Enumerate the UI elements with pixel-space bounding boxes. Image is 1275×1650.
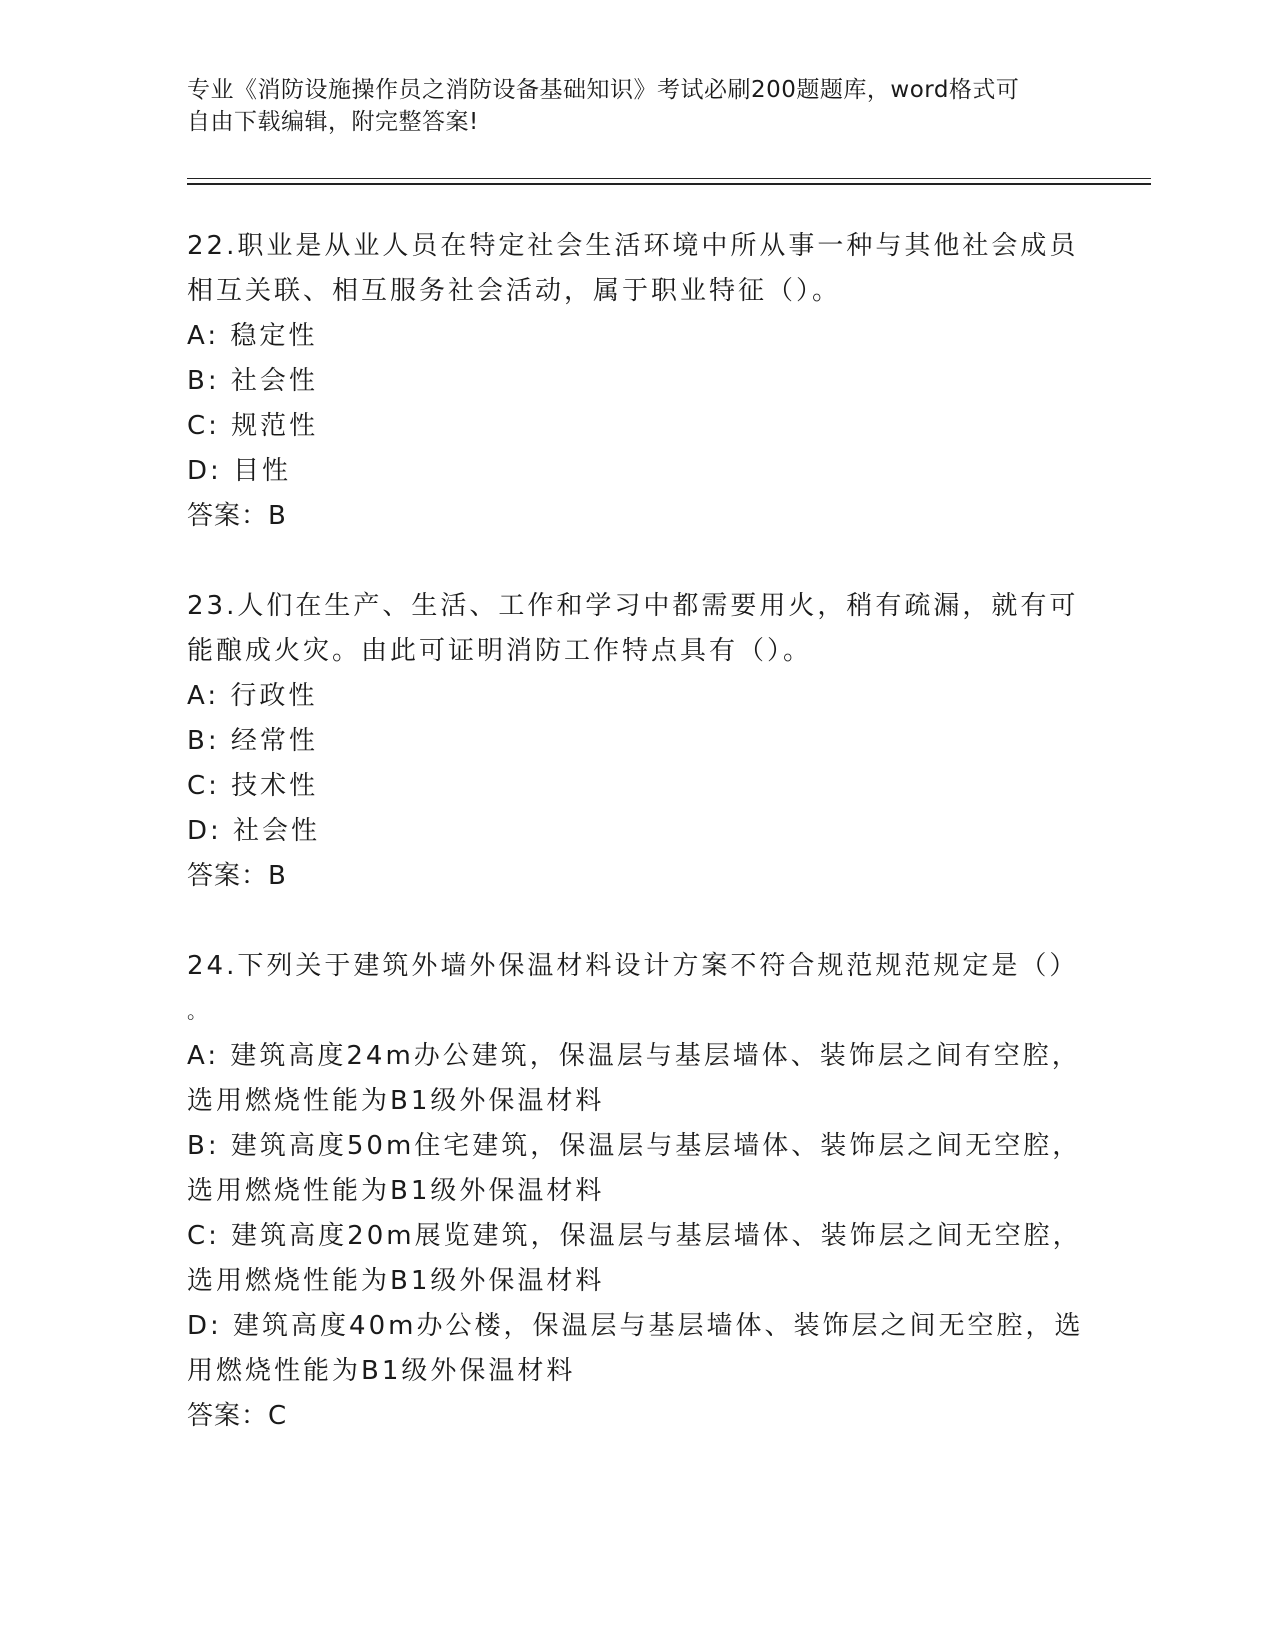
question-24 [187, 944, 1087, 1439]
question-stem-line: 23.人们在生产、生活、工作和学习中都需要用火，稍有疏漏，就有可 [187, 591, 1079, 621]
option-d: D: 目性 [187, 456, 292, 486]
question-stem-line: 能酿成火灾。由此可证明消防工作特点具有（）。 [187, 636, 813, 666]
answer-value: B [268, 861, 287, 891]
header-divider-thick [187, 183, 1151, 185]
document-header [187, 74, 1067, 138]
option-a: A: 建筑高度24m办公建筑，保温层与基层墙体、装饰层之间有空腔， [187, 1041, 1081, 1071]
question-stem-line: 相互关联、相互服务社会活动，属于职业特征（）。 [187, 276, 842, 306]
option-b: B: 社会性 [187, 366, 318, 396]
question-23 [187, 584, 1087, 899]
header-line-1: 专业《消防设施操作员之消防设备基础知识》考试必刷200题题库，word格式可 [187, 77, 1020, 103]
question-stem-line: 22.职业是从业人员在特定社会生活环境中所从事一种与其他社会成员 [187, 231, 1079, 261]
option-a: A: 行政性 [187, 681, 318, 711]
option-c-cont: 选用燃烧性能为B1级外保温材料 [187, 1266, 605, 1296]
option-c: C: 技术性 [187, 771, 319, 801]
header-line-2: 自由下载编辑，附完整答案! [187, 109, 479, 135]
option-c: C: 规范性 [187, 411, 319, 441]
answer-label: 答案： [187, 1401, 269, 1431]
answer-label: 答案： [187, 501, 269, 531]
question-stem-line: 24.下列关于建筑外墙外保温材料设计方案不符合规范规范规定是（） [187, 951, 1079, 981]
option-d: D: 社会性 [187, 816, 321, 846]
answer-line [187, 1394, 1087, 1439]
answer-line [187, 494, 1087, 539]
header-divider-thin [187, 178, 1151, 179]
question-stem-line: 。 [187, 999, 210, 1023]
answer-value: B [268, 501, 287, 531]
option-b: B: 建筑高度50m住宅建筑，保温层与基层墙体、装饰层之间无空腔， [187, 1131, 1082, 1161]
option-d: D: 建筑高度40m办公楼，保温层与基层墙体、装饰层之间无空腔，选 [187, 1311, 1084, 1341]
answer-value: C [268, 1401, 288, 1431]
answer-line [187, 854, 1087, 899]
option-a-cont: 选用燃烧性能为B1级外保温材料 [187, 1086, 605, 1116]
option-a: A: 稳定性 [187, 321, 318, 351]
option-b-cont: 选用燃烧性能为B1级外保温材料 [187, 1176, 605, 1206]
question-22 [187, 224, 1087, 539]
answer-label: 答案： [187, 861, 269, 891]
option-d-cont: 用燃烧性能为B1级外保温材料 [187, 1356, 576, 1386]
option-b: B: 经常性 [187, 726, 318, 756]
option-c: C: 建筑高度20m展览建筑，保温层与基层墙体、装饰层之间无空腔， [187, 1221, 1082, 1251]
